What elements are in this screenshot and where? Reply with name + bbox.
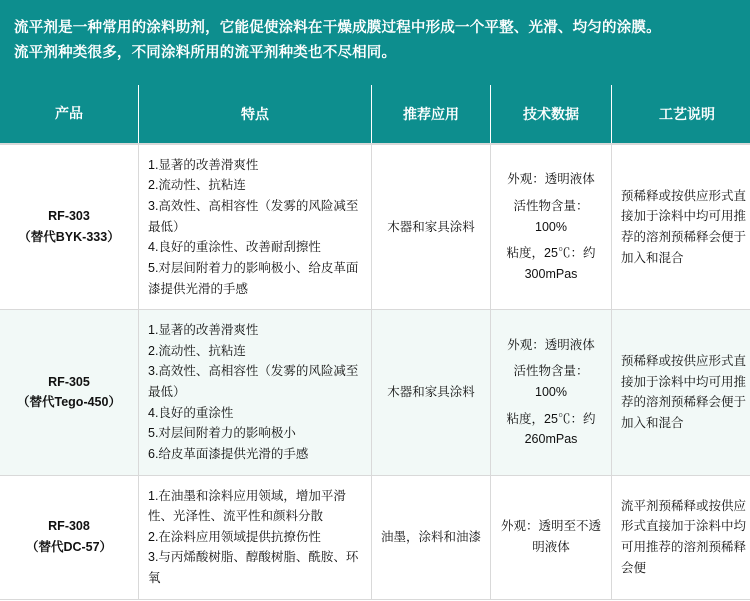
feature-item: 2.流动性、抗粘连 [148,178,246,193]
table-row [0,310,750,475]
feature-item: 1.在油墨和涂料应用领域，增加平滑性、光泽性、流平性和颜料分散 [148,488,346,524]
column-header-tech-data: 技术数据 [491,85,612,144]
intro-paragraph [0,0,750,85]
feature-item: 2.在涂料应用领域提供抗撩伤性 [148,529,321,544]
features-cell [139,310,372,475]
tech-item: 活性物含量：100% [513,199,589,234]
product-table [0,85,750,600]
application-cell: 油墨，涂料和油漆 [372,475,491,599]
table-row [0,475,750,599]
table-header [0,85,750,144]
product-name-cell [0,144,139,310]
tech-item: 外观：透明液体 [507,172,595,187]
intro-line-1: 流平剂是一种常用的涂料助剂，它能促使涂料在干燥成膜过程中形成一个平整、光滑、均匀的涂膜。 [14,20,661,36]
feature-item: 5.对层间附着力的影响极小 [148,426,296,441]
features-cell [139,144,372,310]
application-cell: 木器和家具涂料 [372,144,491,310]
intro-line-2: 流平剂种类很多，不同涂料所用的流平剂种类也不尽相同。 [14,45,397,62]
process-cell: 预稀释或按供应形式直接加于涂料中均可用推荐的溶剂预稀释会便于加入和混合 [612,310,750,475]
table-body [0,144,750,599]
features-cell [139,475,372,599]
application-cell: 木器和家具涂料 [372,310,491,475]
feature-item: 5.对层间附着力的影响极小、给皮革面漆提供光滑的手感 [148,260,359,296]
table-header-row [0,85,750,144]
product-name-cell [0,310,139,475]
process-cell: 预稀释或按供应形式直接加于涂料中均可用推荐的溶剂预稀释会便于加入和混合 [612,144,750,310]
feature-item: 4.良好的重涂性、改善耐刮擦性 [148,240,321,255]
feature-item: 4.良好的重涂性 [148,405,234,420]
tech-item: 粘度，25℃：约260mPas [506,411,596,447]
feature-item: 1.显著的改善滑爽性 [148,323,259,338]
product-alternative: （替代BYK-333） [18,229,120,244]
feature-item: 3.与丙烯酸树脂、醇酸树脂、酰胺、环氧 [148,550,359,585]
tech-data-cell [491,144,612,310]
feature-item: 3.高效性、高相容性（发雾的风险减至最低） [148,364,359,399]
product-code: RF-303 [48,209,90,224]
product-code: RF-305 [48,374,90,389]
process-cell: 流平剂预稀释或按供应形式直接加于涂料中均可用推荐的溶剂预稀释会便 [612,475,750,599]
tech-data-cell [491,310,612,475]
tech-item: 外观：透明至不透明液体 [500,519,601,555]
product-code: RF-308 [48,519,90,534]
feature-item: 3.高效性、高相容性（发雾的风险减至最低） [148,199,359,234]
product-alternative: （替代Tego-450） [17,395,121,410]
column-header-product: 产品 [0,85,139,144]
tech-item: 活性物含量：100% [513,364,589,399]
table-row [0,144,750,310]
tech-data-cell [491,475,612,599]
feature-item: 1.显著的改善滑爽性 [148,157,259,172]
column-header-features: 特点 [139,85,372,144]
column-header-process: 工艺说明 [612,85,750,144]
column-header-application: 推荐应用 [372,85,491,144]
tech-item: 外观：透明液体 [507,337,595,352]
product-name-cell [0,475,139,599]
feature-item: 2.流动性、抗粘连 [148,343,246,358]
feature-item: 6.给皮革面漆提供光滑的手感 [148,446,309,461]
product-alternative: （替代DC-57） [25,540,113,555]
tech-item: 粘度，25℃：约300mPas [506,246,596,281]
